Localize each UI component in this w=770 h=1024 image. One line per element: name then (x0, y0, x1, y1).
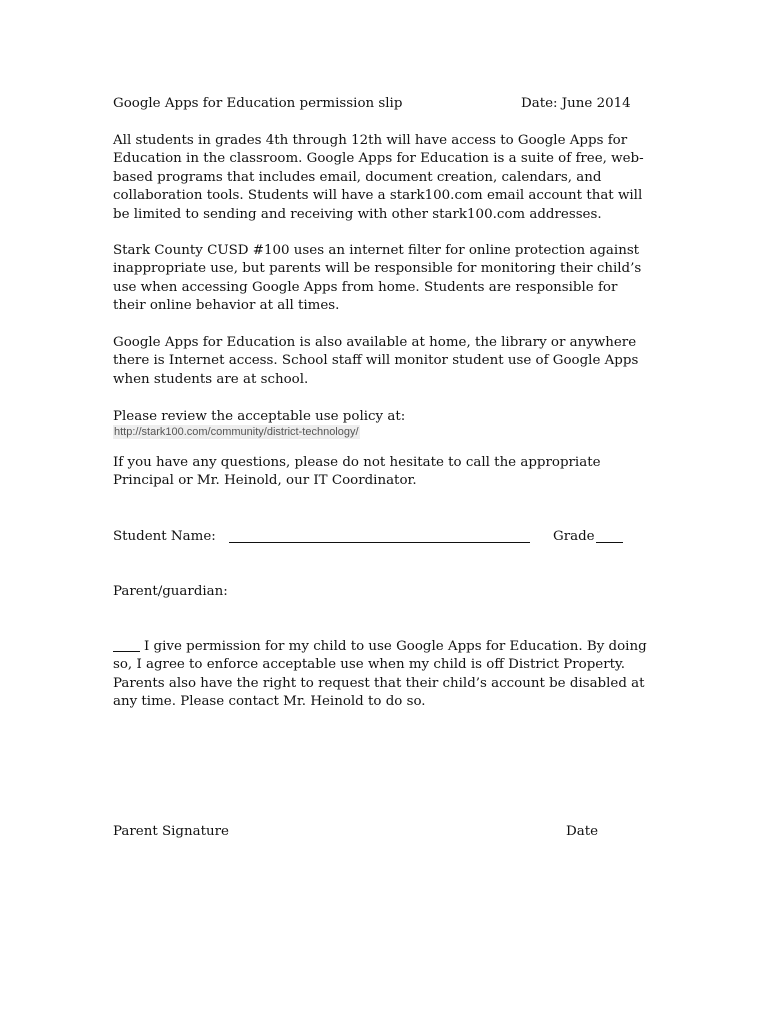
student-name-label: Student Name: (113, 529, 216, 544)
document-date: Date: June 2014 (521, 96, 631, 111)
student-name-field[interactable] (229, 530, 530, 543)
paragraph-filter: Stark County CUSD #100 uses an internet filter for online protection against inappropriate use, but parents will be responsible for monitoring their child’s use when accessing Google Apps from home. Students are responsible for their online behavior at all times. (113, 243, 642, 314)
parent-guardian-label: Parent/guardian: (113, 584, 228, 599)
paragraph-policy-intro: Please review the acceptable use policy at: (113, 409, 406, 424)
document-title: Google Apps for Education permission slip (113, 96, 403, 111)
paragraph-availability: Google Apps for Education is also available at home, the library or anywhere there is Internet access. School staff will monitor student use of Google Apps when students are at school. (113, 335, 639, 387)
paragraph-questions: If you have any questions, please do not hesitate to call the appropriate Principal or Mr. Heinold, our IT Coordinator. (113, 455, 601, 489)
student-name-row (113, 528, 633, 546)
signature-date-label: Date (566, 824, 599, 839)
policy-link[interactable]: http://stark100.com/community/district-technology/ (114, 426, 359, 438)
grade-field[interactable] (596, 530, 623, 543)
signature-row (113, 823, 633, 841)
permission-statement: I give permission for my child to use Google Apps for Education. By doing so, I agree to enforce acceptable use when my child is off District Property. Parents also have the right to request that their child’s account be disabled at any time. Please contact Mr. Heinold to do so. (113, 639, 647, 710)
parent-signature-label: Parent Signature (113, 824, 229, 839)
grade-label: Grade (553, 529, 595, 544)
paragraph-access: All students in grades 4th through 12th will have access to Google Apps for Education in the classroom. Google Apps for Education is a suite of free, web-based programs that includes email, document creation, calendars, and collaboration tools. Students will have a stark100.com email account that will be limited to sending and receiving with other stark100.com addresses. (113, 133, 644, 222)
header-row (113, 95, 633, 113)
parent-guardian-row (113, 583, 633, 601)
